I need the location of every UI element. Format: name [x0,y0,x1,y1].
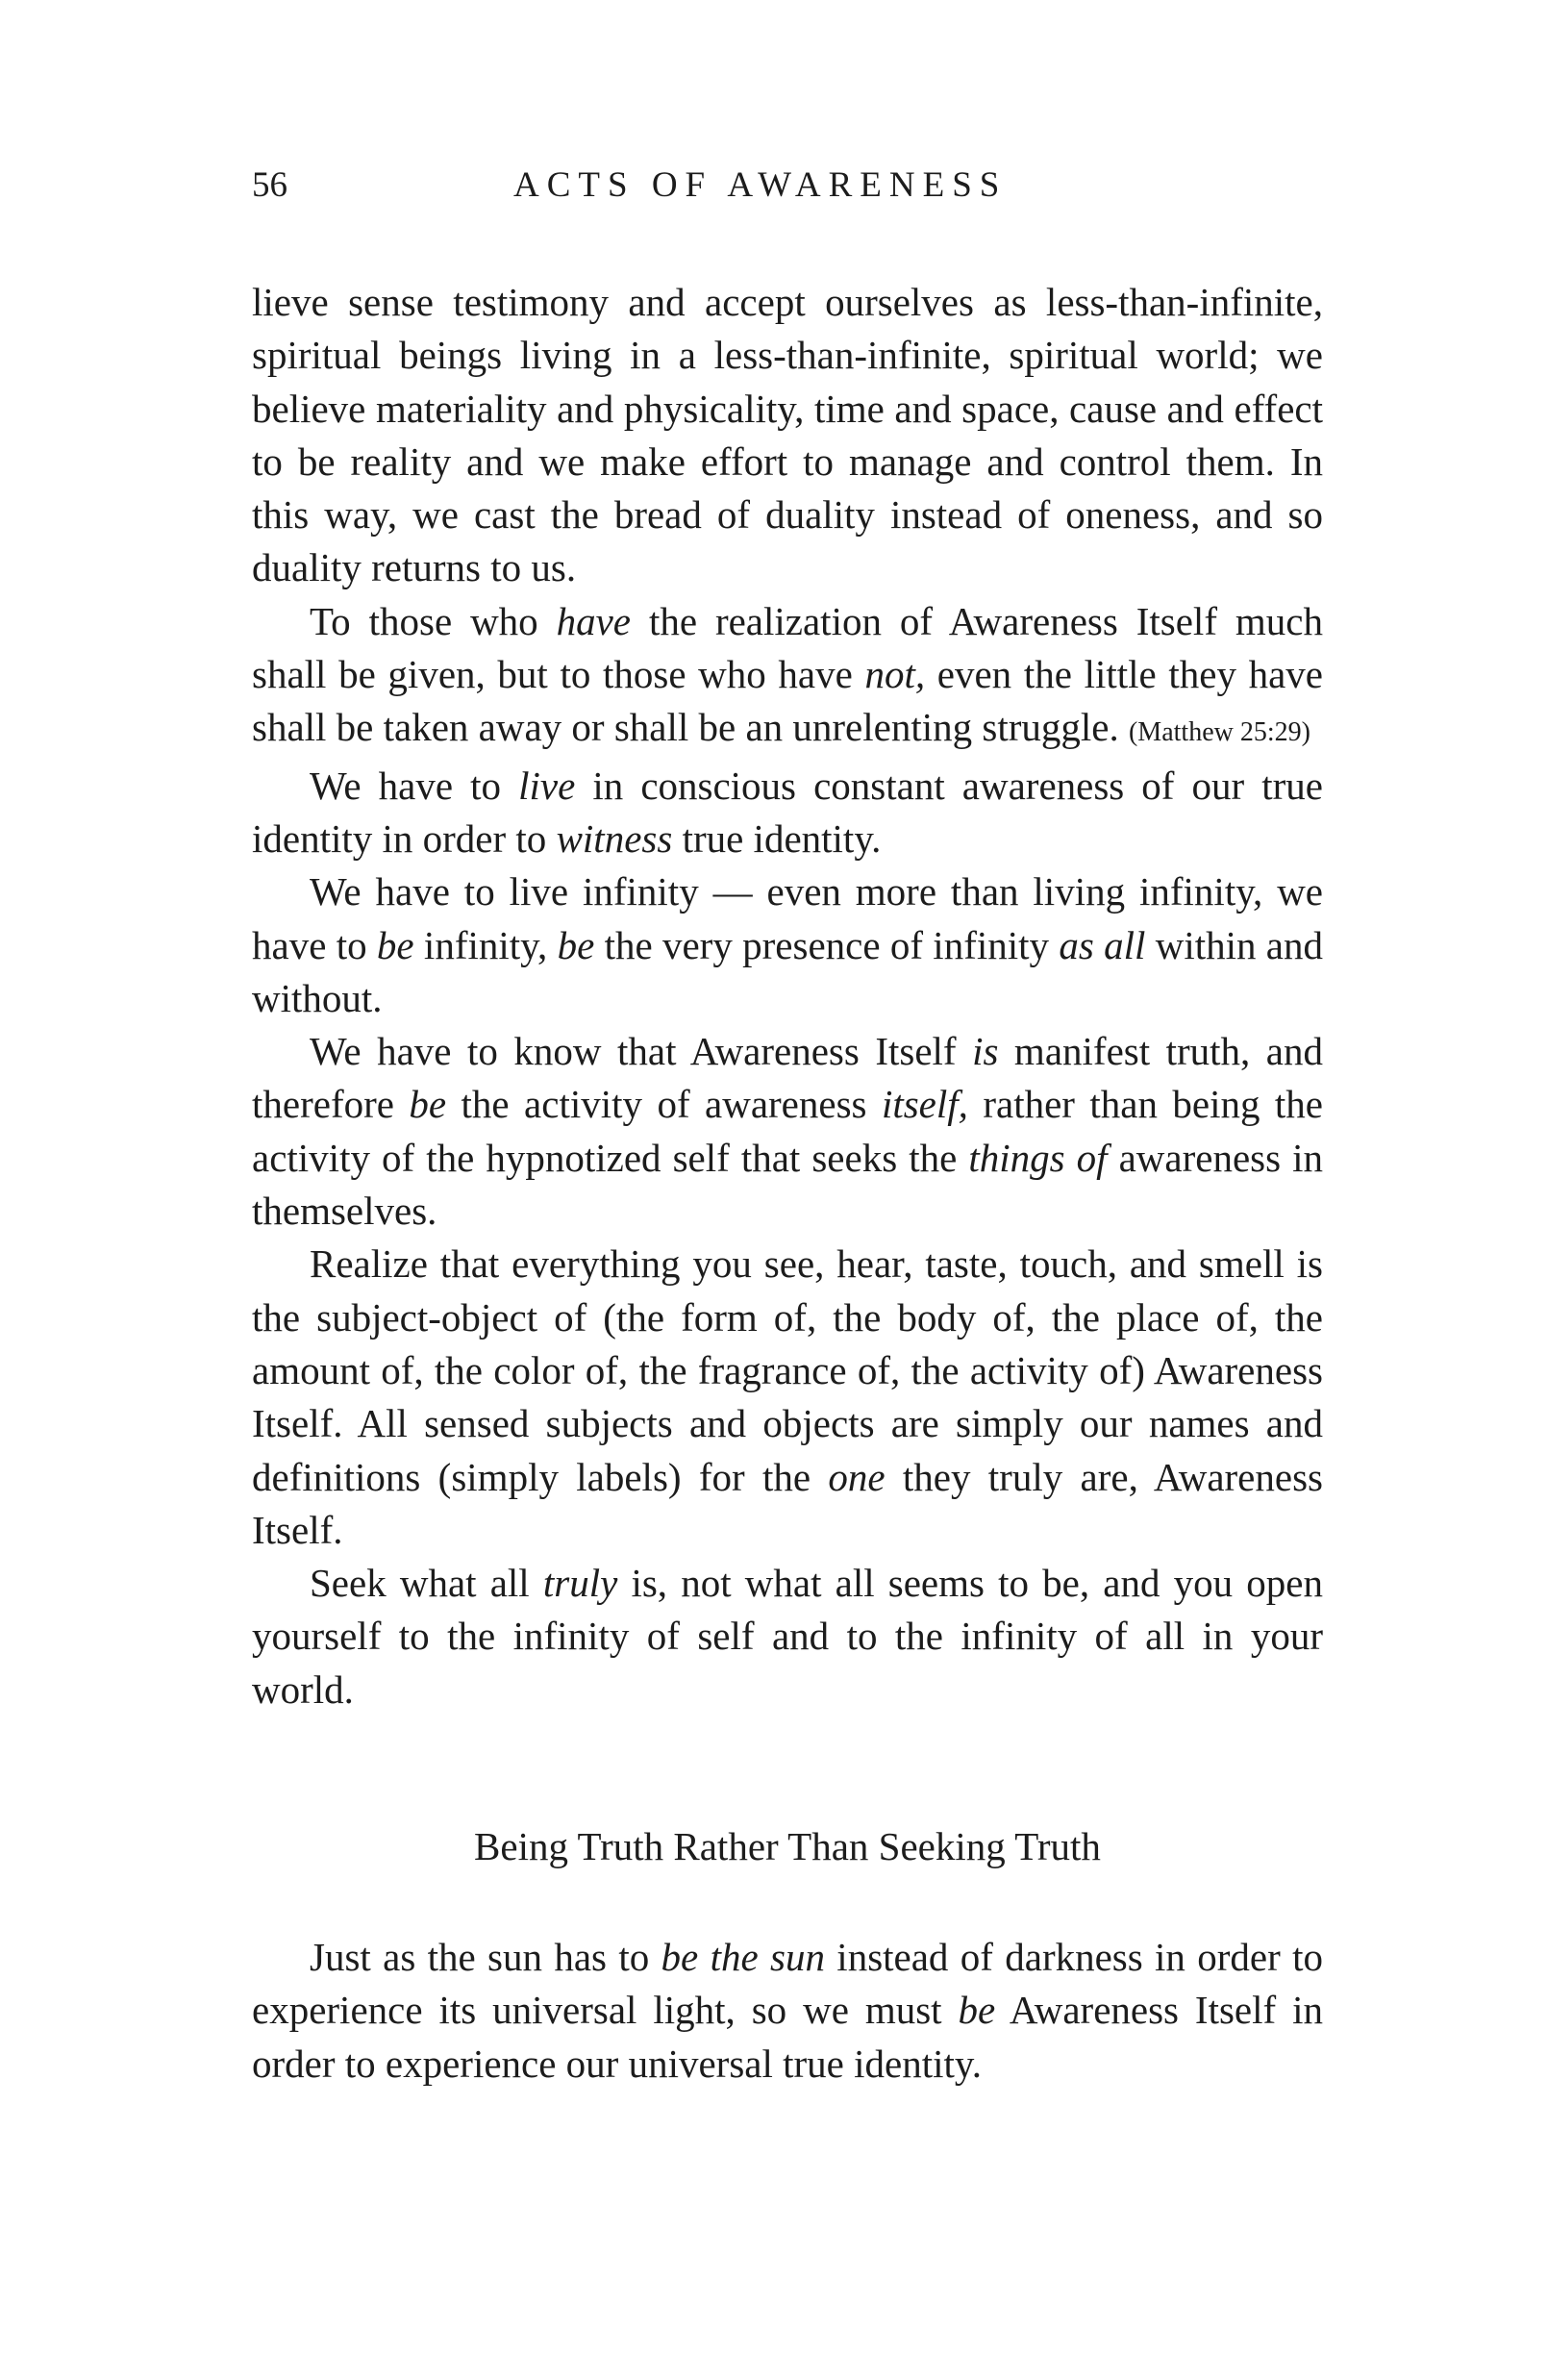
text-run: infinity, [413,922,558,967]
emphasis: be [557,922,595,967]
section-body [252,1931,1323,2091]
text-run: they truly are, Awareness Itself. [252,1454,1323,1552]
emphasis: truly [542,1561,618,1606]
paragraph-2 [252,595,1323,760]
emphasis: one [828,1454,886,1499]
emphasis: be [376,922,414,967]
text-run: Realize that everything you see, hear, taste, touch, and smell is the subject-object of (the form of, the body of, the place of, the amount of, the color of, the fragrance of, the activity of) Awareness Itself. All sensed subjects and objects are simply our names and definitions (simply labels) for the [252,1241,1323,1499]
text-run: instead of darkness in order to experience its universal light, so we must [252,1935,1323,2033]
running-head [252,162,1323,210]
text-run: true identity. [672,815,882,861]
text-run: within and without. [252,922,1324,1020]
page-number: 56 [252,165,287,205]
emphasis: have [556,598,632,643]
text-run: is, not what all seems to be, and you open yourself to the infinity of self and to the infinity of all in your world. [252,1561,1323,1712]
emphasis: things of [968,1135,1108,1180]
text-run: the very presence of infinity [594,922,1060,967]
scripture-reference: (Matthew 25:29) [1128,717,1310,748]
running-title: ACTS OF AWARENESS [513,165,1008,205]
emphasis: be [958,1988,996,2033]
paragraph-6 [252,1238,1323,1557]
text-run: awareness in themselves. [252,1135,1324,1234]
emphasis: not, [864,652,926,697]
text-run: in conscious constant awareness of our true identity in order to [252,763,1323,861]
text-run: Seek what all [310,1561,543,1606]
text-run: the realization of Awareness Itself much shall be given, but to those who have [252,598,1323,697]
text-run: We have to live infinity — even more than living infinity, we have to [252,869,1323,967]
text-run: We have to know that Awareness Itself [310,1029,973,1074]
text-run: manifest truth, and therefore [252,1029,1323,1127]
paragraph-5 [252,1025,1323,1238]
emphasis: is [972,1029,999,1074]
text-run: To those who [310,598,557,643]
paragraph-3 [252,760,1323,866]
text-run: We have to [310,763,519,808]
section-heading: Being Truth Rather Than Seeking Truth [474,1824,1101,1868]
paragraph-text: lieve sense testimony and accept ourselves as less-than-infinite, spiritual beings living in a less-than-infinite, spiritual world; we believe materiality and physicality, time and space, cause and effect to be reality and we make effort to manage and control them. In this way, we cast the bread of duality instead of oneness, and so duality returns to us. [252,280,1323,590]
emphasis: as all [1059,922,1146,967]
emphasis: live [518,763,576,808]
emphasis: be [409,1082,447,1127]
paragraph-4 [252,865,1323,1025]
text-run: the activity of awareness [446,1082,882,1127]
section-paragraph-1 [252,1931,1323,2091]
paragraph-7 [252,1557,1323,1716]
emphasis: be the sun [661,1935,825,1979]
emphasis: itself, [881,1082,968,1127]
text-run: rather than being the activity of the hypnotized self that seeks the [252,1082,1323,1180]
text-run: even the little they have shall be taken away or shall be an unrelenting struggle. [252,652,1323,750]
paragraph-1 [252,276,1323,595]
text-run: Awareness Itself in order to experience our universal true identity. [252,1988,1324,2086]
text-run: Just as the sun has to [310,1935,661,1979]
emphasis: witness [556,815,673,861]
body-text [252,276,1323,1716]
